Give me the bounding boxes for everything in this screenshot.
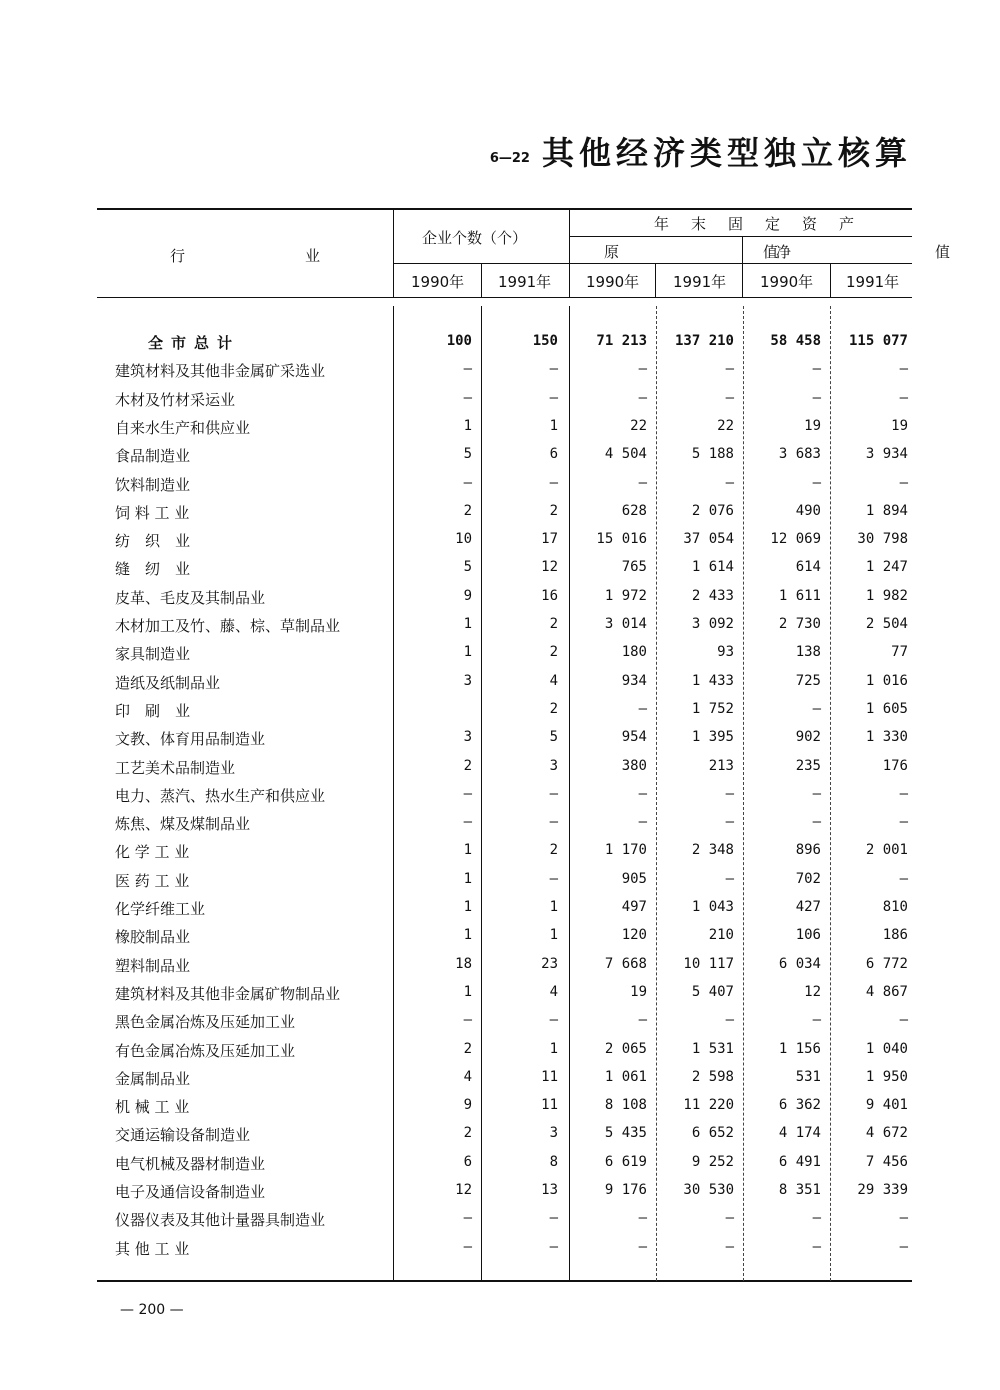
table-cell: — xyxy=(812,1210,821,1226)
table-cell: 23 xyxy=(541,956,558,972)
table-cell: 30 798 xyxy=(857,531,908,547)
row-label: 电子及通信设备制造业 xyxy=(115,1183,266,1201)
row-label: 造纸及纸制品业 xyxy=(115,674,221,692)
table-cell: 2 xyxy=(463,503,472,519)
table-cell: — xyxy=(549,1210,558,1226)
table-cell: 10 xyxy=(455,531,472,547)
header-mid-rule xyxy=(569,236,912,237)
table-cell: 11 xyxy=(541,1069,558,1085)
table-cell: 137 210 xyxy=(674,333,734,349)
row-label: 建筑材料及其他非金属矿采选业 xyxy=(115,362,326,380)
table-cell: — xyxy=(463,786,472,802)
row-label: 其 他 工 业 xyxy=(115,1240,190,1258)
row-label: 印 刷 业 xyxy=(115,702,191,720)
table-cell: 5 xyxy=(463,559,472,575)
table-cell: 1 xyxy=(463,927,472,943)
table-cell: 4 xyxy=(463,1069,472,1085)
table-cell: 896 xyxy=(795,842,821,858)
table-cell: — xyxy=(812,361,821,377)
table-cell: 934 xyxy=(621,673,647,689)
row-label: 炼焦、煤及煤制品业 xyxy=(115,815,251,833)
table-cell: 16 xyxy=(541,588,558,604)
table-cell: 902 xyxy=(795,729,821,745)
table-cell: 213 xyxy=(708,758,734,774)
header-original-value: 原 值 xyxy=(604,243,817,261)
table-cell: 1 061 xyxy=(604,1069,647,1085)
table-cell: 12 xyxy=(541,559,558,575)
table-cell: 3 683 xyxy=(778,446,821,462)
body-divider-5 xyxy=(743,306,744,1281)
table-cell: 58 458 xyxy=(770,333,821,349)
table-cell: 9 252 xyxy=(691,1154,734,1170)
header-year-6: 1991年 xyxy=(846,273,900,291)
table-cell: 1 xyxy=(463,418,472,434)
table-cell: — xyxy=(549,871,558,887)
table-cell: 12 069 xyxy=(770,531,821,547)
row-label: 交通运输设备制造业 xyxy=(115,1126,251,1144)
table-cell: 1 605 xyxy=(865,701,908,717)
table-cell: 1 xyxy=(463,644,472,660)
table-cell: — xyxy=(812,1239,821,1255)
table-cell: — xyxy=(638,786,647,802)
table-cell: — xyxy=(725,1012,734,1028)
table-cell: 905 xyxy=(621,871,647,887)
table-cell: — xyxy=(725,871,734,887)
table-cell: 138 xyxy=(795,644,821,660)
table-cell: 29 339 xyxy=(857,1182,908,1198)
table-cell: 2 065 xyxy=(604,1041,647,1057)
table-cell: 30 530 xyxy=(683,1182,734,1198)
header-bottom-rule xyxy=(97,297,912,298)
table-cell: 10 117 xyxy=(683,956,734,972)
table-cell: 1 611 xyxy=(778,588,821,604)
row-label: 饮料制造业 xyxy=(115,476,191,494)
table-cell: 1 894 xyxy=(865,503,908,519)
table-cell: 6 xyxy=(549,446,558,462)
body-divider-2 xyxy=(481,306,482,1281)
table-cell: 100 xyxy=(446,333,472,349)
row-label: 黑色金属冶炼及压延加工业 xyxy=(115,1013,296,1031)
table-cell: 11 xyxy=(541,1097,558,1113)
table-cell: 380 xyxy=(621,758,647,774)
table-cell: 9 xyxy=(463,588,472,604)
table-cell: 186 xyxy=(882,927,908,943)
table-cell: 9 xyxy=(463,1097,472,1113)
table-cell: 106 xyxy=(795,927,821,943)
table-cell: 4 672 xyxy=(865,1125,908,1141)
table-cell: — xyxy=(899,1239,908,1255)
header-net-value: 净 值 xyxy=(776,243,989,261)
table-cell: 19 xyxy=(891,418,908,434)
table-cell: — xyxy=(463,361,472,377)
row-label: 建筑材料及其他非金属矿物制品业 xyxy=(115,985,341,1003)
table-cell: 2 598 xyxy=(691,1069,734,1085)
row-label: 饲 料 工 业 xyxy=(115,504,190,522)
table-cell: 11 220 xyxy=(683,1097,734,1113)
row-label: 机 械 工 业 xyxy=(115,1098,190,1116)
body-divider-4 xyxy=(656,306,657,1281)
table-cell: 1 752 xyxy=(691,701,734,717)
table-cell: 1 614 xyxy=(691,559,734,575)
table-cell: — xyxy=(638,361,647,377)
table-cell: 115 077 xyxy=(848,333,908,349)
table-cell: 765 xyxy=(621,559,647,575)
table-cell: 15 016 xyxy=(596,531,647,547)
table-cell: 7 456 xyxy=(865,1154,908,1170)
table-cell: 235 xyxy=(795,758,821,774)
table-cell: — xyxy=(638,390,647,406)
row-label: 电力、蒸汽、热水生产和供应业 xyxy=(115,787,326,805)
table-cell: — xyxy=(725,814,734,830)
table-title xyxy=(490,128,912,174)
table-cell: 2 348 xyxy=(691,842,734,858)
table-cell: 3 xyxy=(549,758,558,774)
header-year-1: 1990年 xyxy=(411,273,465,291)
table-cell: 5 xyxy=(463,446,472,462)
table-cell: 180 xyxy=(621,644,647,660)
table-cell: 71 213 xyxy=(596,333,647,349)
table-number: 6—22 xyxy=(489,151,530,166)
table-cell: 6 491 xyxy=(778,1154,821,1170)
table-cell: — xyxy=(463,475,472,491)
table-cell: — xyxy=(812,475,821,491)
bottom-rule xyxy=(97,1280,912,1282)
table-cell: 5 188 xyxy=(691,446,734,462)
table-cell: 19 xyxy=(630,984,647,1000)
table-cell: 12 xyxy=(804,984,821,1000)
table-cell: 1 xyxy=(549,418,558,434)
table-cell: 6 034 xyxy=(778,956,821,972)
table-title-text: 其他经济类型独立核算 xyxy=(541,134,912,172)
row-label: 皮革、毛皮及其制品业 xyxy=(115,589,266,607)
row-label: 仪器仪表及其他计量器具制造业 xyxy=(115,1211,326,1229)
table-cell: 6 652 xyxy=(691,1125,734,1141)
table-cell: 1 016 xyxy=(865,673,908,689)
table-cell: 8 xyxy=(549,1154,558,1170)
table-cell: 1 xyxy=(549,927,558,943)
table-cell: 3 014 xyxy=(604,616,647,632)
table-cell: 9 401 xyxy=(865,1097,908,1113)
table-cell: 17 xyxy=(541,531,558,547)
table-cell: 210 xyxy=(708,927,734,943)
table-cell: — xyxy=(638,1210,647,1226)
table-cell: 1 xyxy=(463,984,472,1000)
table-cell: 1 170 xyxy=(604,842,647,858)
table-cell: 2 xyxy=(463,1041,472,1057)
body-divider-1 xyxy=(393,306,394,1281)
table-cell: 1 982 xyxy=(865,588,908,604)
table-cell: — xyxy=(899,786,908,802)
header-fixed-assets: 年末固定资产 xyxy=(654,215,877,233)
table-cell: 2 730 xyxy=(778,616,821,632)
table-cell: — xyxy=(812,786,821,802)
table-cell: 176 xyxy=(882,758,908,774)
table-cell: 5 xyxy=(549,729,558,745)
table-cell: 1 xyxy=(463,899,472,915)
table-cell: 2 xyxy=(463,1125,472,1141)
row-label: 医 药 工 业 xyxy=(115,872,190,890)
top-rule xyxy=(97,208,912,210)
col-divider-original xyxy=(655,264,656,298)
table-cell: 1 040 xyxy=(865,1041,908,1057)
header-year-2: 1991年 xyxy=(498,273,552,291)
table-cell: — xyxy=(725,390,734,406)
row-label: 化 学 工 业 xyxy=(115,843,190,861)
table-cell: 1 xyxy=(463,842,472,858)
row-label: 纺 织 业 xyxy=(115,532,191,550)
table-cell: — xyxy=(725,361,734,377)
table-cell: — xyxy=(725,1239,734,1255)
table-cell: 3 934 xyxy=(865,446,908,462)
table-cell: — xyxy=(812,390,821,406)
table-cell: 4 174 xyxy=(778,1125,821,1141)
table-cell: 8 351 xyxy=(778,1182,821,1198)
header-year-3: 1990年 xyxy=(586,273,640,291)
table-cell: 2 xyxy=(549,616,558,632)
table-cell: — xyxy=(725,786,734,802)
body-divider-3 xyxy=(569,306,570,1281)
table-cell: 2 504 xyxy=(865,616,908,632)
table-cell: 1 531 xyxy=(691,1041,734,1057)
table-cell: — xyxy=(812,1012,821,1028)
table-cell: 1 xyxy=(549,1041,558,1057)
table-cell: 9 176 xyxy=(604,1182,647,1198)
table-cell: 5 407 xyxy=(691,984,734,1000)
table-cell: 531 xyxy=(795,1069,821,1085)
table-cell: — xyxy=(725,1210,734,1226)
table-cell: 1 xyxy=(549,899,558,915)
header-year-rule xyxy=(393,263,912,264)
table-cell: — xyxy=(463,390,472,406)
table-cell: 2 xyxy=(549,701,558,717)
table-cell: 4 867 xyxy=(865,984,908,1000)
table-cell: 150 xyxy=(532,333,558,349)
table-cell: — xyxy=(812,701,821,717)
table-cell: 954 xyxy=(621,729,647,745)
header-year-4: 1991年 xyxy=(673,273,727,291)
col-divider-net-years xyxy=(830,264,831,298)
table-cell: — xyxy=(463,1012,472,1028)
row-label: 金属制品业 xyxy=(115,1070,191,1088)
table-cell: 13 xyxy=(541,1182,558,1198)
header-industry: 行 业 xyxy=(170,247,351,265)
table-cell: — xyxy=(899,475,908,491)
table-cell: 1 xyxy=(463,616,472,632)
table-cell: 8 108 xyxy=(604,1097,647,1113)
row-label: 橡胶制品业 xyxy=(115,928,191,946)
row-label: 电气机械及器材制造业 xyxy=(115,1155,266,1173)
table-cell: 12 xyxy=(455,1182,472,1198)
table-cell: 1 950 xyxy=(865,1069,908,1085)
row-label: 文教、体育用品制造业 xyxy=(115,730,266,748)
table-cell: 2 076 xyxy=(691,503,734,519)
table-cell: — xyxy=(899,1210,908,1226)
table-cell: 93 xyxy=(717,644,734,660)
table-cell: — xyxy=(812,814,821,830)
table-cell: — xyxy=(899,1012,908,1028)
row-label: 木材加工及竹、藤、棕、草制品业 xyxy=(115,617,341,635)
table-cell: 1 433 xyxy=(691,673,734,689)
col-divider-count xyxy=(481,264,482,298)
table-cell: 4 xyxy=(549,673,558,689)
row-label: 缝 纫 业 xyxy=(115,560,191,578)
table-cell: — xyxy=(549,390,558,406)
row-label: 自来水生产和供应业 xyxy=(115,419,251,437)
table-cell: — xyxy=(638,701,647,717)
table-cell: — xyxy=(549,814,558,830)
row-label: 化学纤维工业 xyxy=(115,900,206,918)
table-cell: 6 362 xyxy=(778,1097,821,1113)
table-cell: — xyxy=(463,1239,472,1255)
table-cell: 702 xyxy=(795,871,821,887)
table-cell: — xyxy=(549,1239,558,1255)
table-cell: 2 433 xyxy=(691,588,734,604)
table-cell: 37 054 xyxy=(683,531,734,547)
table-cell: 22 xyxy=(717,418,734,434)
table-cell: 6 772 xyxy=(865,956,908,972)
table-cell: — xyxy=(725,475,734,491)
table-cell: 2 xyxy=(463,758,472,774)
table-cell: — xyxy=(899,390,908,406)
table-cell: 490 xyxy=(795,503,821,519)
table-cell: 19 xyxy=(804,418,821,434)
table-cell: — xyxy=(638,814,647,830)
table-cell: — xyxy=(899,361,908,377)
row-label: 塑料制品业 xyxy=(115,957,191,975)
table-cell: 2 xyxy=(549,644,558,660)
page-number: — 200 — xyxy=(120,1302,184,1318)
table-cell: 120 xyxy=(621,927,647,943)
table-cell: — xyxy=(463,1210,472,1226)
table-cell: 614 xyxy=(795,559,821,575)
table-cell: 810 xyxy=(882,899,908,915)
header-enterprise-count: 企业个数（个） xyxy=(422,229,528,247)
table-cell: 427 xyxy=(795,899,821,915)
table-cell: 2 xyxy=(549,503,558,519)
row-label: 工艺美术品制造业 xyxy=(115,759,236,777)
table-cell: 6 619 xyxy=(604,1154,647,1170)
table-cell: — xyxy=(463,814,472,830)
row-label: 全市总计 xyxy=(148,334,241,352)
body-divider-6 xyxy=(830,306,831,1281)
table-cell: 77 xyxy=(891,644,908,660)
table-cell: 5 435 xyxy=(604,1125,647,1141)
table-cell: 3 xyxy=(463,673,472,689)
table-cell: 4 504 xyxy=(604,446,647,462)
table-cell: 1 043 xyxy=(691,899,734,915)
col-divider-industry xyxy=(393,210,394,298)
table-cell: 1 156 xyxy=(778,1041,821,1057)
table-cell: 2 001 xyxy=(865,842,908,858)
table-cell: 22 xyxy=(630,418,647,434)
table-cell: — xyxy=(899,871,908,887)
table-cell: — xyxy=(549,1012,558,1028)
table-cell: — xyxy=(899,814,908,830)
row-label: 有色金属冶炼及压延加工业 xyxy=(115,1042,296,1060)
table-cell: 3 xyxy=(549,1125,558,1141)
table-cell: — xyxy=(638,1239,647,1255)
table-cell: — xyxy=(549,475,558,491)
table-cell: 7 668 xyxy=(604,956,647,972)
table-cell: 6 xyxy=(463,1154,472,1170)
table-cell: 4 xyxy=(549,984,558,1000)
table-cell: — xyxy=(549,786,558,802)
table-cell: 3 092 xyxy=(691,616,734,632)
table-cell: 2 xyxy=(549,842,558,858)
row-label: 家具制造业 xyxy=(115,645,191,663)
table-cell: — xyxy=(638,1012,647,1028)
table-cell: — xyxy=(549,361,558,377)
table-cell: 1 972 xyxy=(604,588,647,604)
table-cell: 725 xyxy=(795,673,821,689)
row-label: 木材及竹材采运业 xyxy=(115,391,236,409)
table-cell: 628 xyxy=(621,503,647,519)
table-cell: 1 395 xyxy=(691,729,734,745)
row-label: 食品制造业 xyxy=(115,447,191,465)
table-cell: — xyxy=(638,475,647,491)
table-cell: 1 330 xyxy=(865,729,908,745)
table-cell: 3 xyxy=(463,729,472,745)
table-cell: 497 xyxy=(621,899,647,915)
table-cell: 1 247 xyxy=(865,559,908,575)
table-cell: 1 xyxy=(463,871,472,887)
header-year-5: 1990年 xyxy=(760,273,814,291)
table-cell: 18 xyxy=(455,956,472,972)
col-divider-assets xyxy=(569,210,570,298)
